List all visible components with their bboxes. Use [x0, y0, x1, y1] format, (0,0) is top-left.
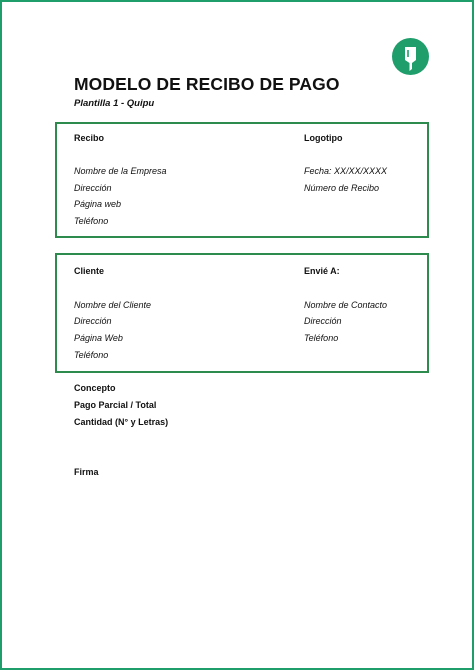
- client-website-field: Página Web: [74, 333, 123, 343]
- company-website-field: Página web: [74, 199, 122, 209]
- document-title: MODELO DE RECIBO DE PAGO: [74, 74, 340, 94]
- logo-header: Logotipo: [304, 133, 343, 143]
- client-address-field: Dirección: [74, 316, 112, 326]
- company-name-field: Nombre de la Empresa: [74, 166, 167, 176]
- receipt-number-field: Número de Recibo: [304, 183, 380, 193]
- concept-label: Concepto: [74, 383, 116, 393]
- receipt-pen-icon: [392, 38, 429, 75]
- issuer-section: [55, 122, 429, 238]
- client-section: [55, 253, 429, 373]
- signature-label: Firma: [74, 467, 99, 477]
- contact-name-field: Nombre de Contacto: [304, 300, 388, 310]
- client-name-field: Nombre del Cliente: [74, 300, 152, 310]
- ship-to-header: Envié A:: [304, 266, 340, 276]
- contact-address-field: Dirección: [304, 316, 342, 326]
- client-header: Cliente: [74, 266, 105, 276]
- contact-phone-field: Teléfono: [304, 333, 339, 343]
- date-field: Fecha: XX/XX/XXXX: [304, 166, 388, 176]
- client-phone-field: Teléfono: [74, 350, 109, 360]
- amount-label: Cantidad (N° y Letras): [74, 417, 169, 427]
- payment-type-label: Pago Parcial / Total: [74, 400, 157, 410]
- company-address-field: Dirección: [74, 183, 112, 193]
- document-subtitle: Plantilla 1 - Quipu: [74, 98, 155, 109]
- company-phone-field: Teléfono: [74, 216, 109, 226]
- receipt-header: Recibo: [74, 133, 105, 143]
